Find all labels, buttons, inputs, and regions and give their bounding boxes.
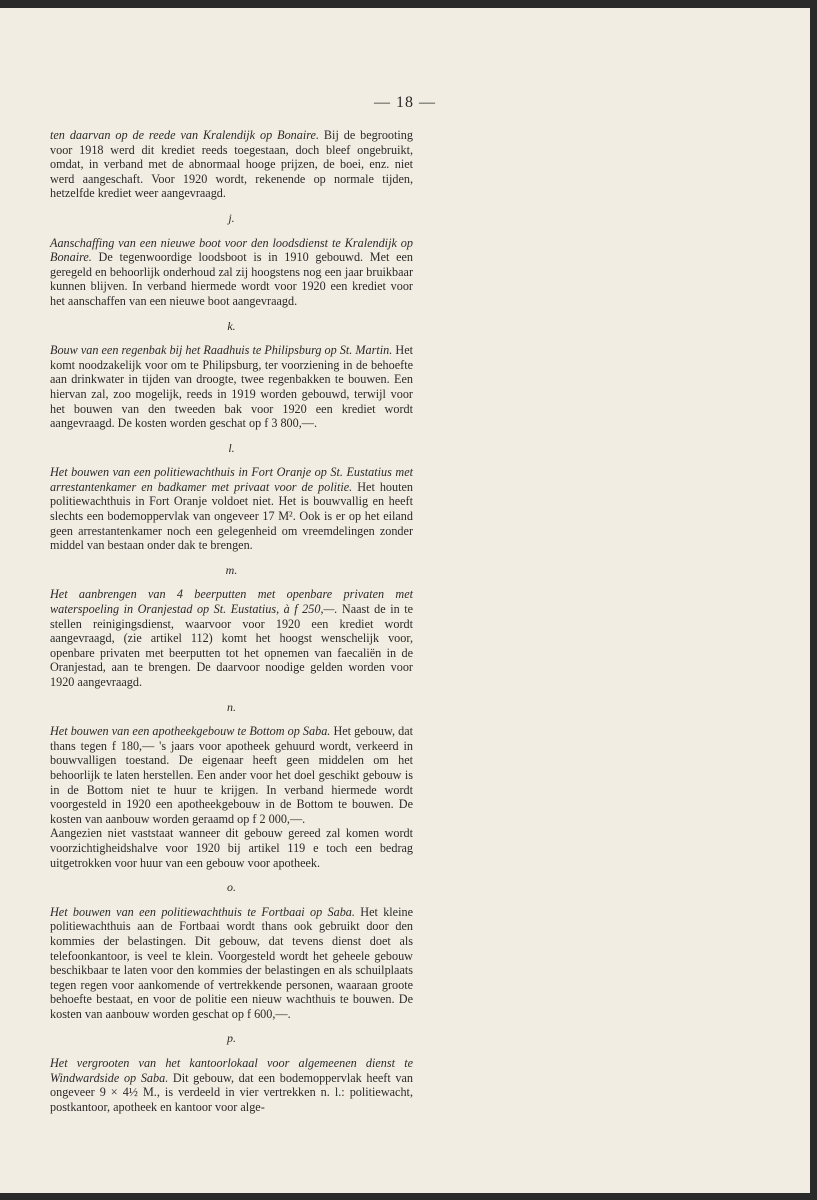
- paragraph-m-text: Naast de in te stellen reinigingsdienst, waarvoor voor 1920 een krediet wordt aangevraagd, (zie artikel 112) komt het hoogst wenschelijk voor, openbare privaten met beerputten tot het opnemen van faecaliën in de Oranjestad, aan te brengen. De daarvoor noodige gelden worden voor 1920 aangevraagd.: [50, 602, 413, 689]
- page-number: — 18 —: [374, 94, 436, 111]
- section-marker-l: l.: [228, 440, 235, 455]
- paragraph-m: [50, 587, 413, 689]
- section-marker-k: k.: [227, 318, 236, 333]
- paragraph-l: [50, 465, 413, 553]
- section-marker-o: o.: [227, 880, 236, 895]
- paragraph-j: [50, 236, 413, 309]
- paragraph-j-text: De tegenwoordige loodsboot is in 1910 gebouwd. Met een geregeld en behoorlijk onderhoud zal zij hoogstens nog een jaar bruikbaar kunnen blijven. In verband hiermede wordt voor 1920 een krediet voor het aanschaffen van een nieuwe boot aangevraagd.: [50, 250, 413, 308]
- paragraph-m-heading: Het aanbrengen van 4 beerputten met openbare privaten met waterspoeling in Oranjestad op St. Eustatius, à f 250,—.: [50, 587, 413, 617]
- paragraph-k-heading: Bouw van een regenbak bij het Raadhuis te Philipsburg op St. Martin.: [50, 343, 393, 358]
- paragraph-p: [50, 1056, 413, 1114]
- paragraph-n-continued: Aangezien niet vaststaat wanneer dit gebouw gereed zal komen wordt voorzichtigheidshalve voor 1920 bij artikel 119 e toch een bedrag uitgetrokken voor huur van een gebouw voor apotheek.: [50, 826, 413, 870]
- paragraph-intro-text: Bij de begrooting voor 1918 werd dit krediet reeds toegestaan, doch bleef ongebruikt, omdat, in verband met de abnormaal hooge prijzen, de boei, enz. niet werd aangeschaft. Voor 1920 wordt, rekenende op normale tijden, hetzelfde krediet weer aangevraagd.: [50, 128, 413, 201]
- paragraph-p-text: Dit gebouw, dat een bodemoppervlak heeft van ongeveer 9 × 4½ M., is verdeeld in vier vertrekken n. l.: politiewacht, postkantoor, apotheek en kantoor voor alge-: [50, 1070, 414, 1114]
- section-marker-j: j.: [228, 210, 235, 225]
- body-text: [50, 128, 413, 1114]
- paragraph-k: [50, 343, 413, 431]
- paragraph-l-text: Het houten politiewachthuis in Fort Oranje voldoet niet. Het is bouwvallig en heeft slechts een bodemoppervlak van ongeveer 17 M². Ook is er op het eiland geen arrestantenkamer noch een gelegenheid om vreemdelingen zonder middel van bestaan onder dak te brengen.: [50, 479, 413, 553]
- paragraph-n: [50, 724, 413, 826]
- document-page: [0, 8, 810, 1193]
- paragraph-p-heading: Het vergrooten van het kantoorlokaal voor algemeenen dienst te Windwardside op Saba.: [50, 1056, 413, 1085]
- section-marker-m: m.: [225, 562, 238, 577]
- section-marker-n: n.: [227, 699, 236, 714]
- paragraph-j-heading: Aanschaffing van een nieuwe boot voor den loodsdienst te Kralendijk op Bonaire.: [50, 235, 413, 265]
- paragraph-o-heading: Het bouwen van een politiewachthuis te Fortbaai op Saba.: [50, 904, 355, 919]
- section-marker-p: p.: [227, 1031, 236, 1046]
- paragraph-l-heading: Het bouwen van een politiewachthuis in Fort Oranje op St. Eustatius met arrestantenkamer en badkamer met privaat voor de politie.: [50, 465, 413, 494]
- paragraph-k-text: Het komt noodzakelijk voor om te Philipsburg, ter voorziening in de behoefte aan drinkwater in tijden van droogte, twee regenbakken te bouwen. Een hiervan zal, zoo mogelijk, reeds in 1919 worden gebouwd, terwijl voor het bouwen van den tweeden bak voor 1920 een krediet wordt aangevraagd. De kosten worden geschat op f 3 800,—.: [50, 343, 413, 431]
- paragraph-n-text: Het gebouw, dat thans tegen f 180,— 's jaars voor apotheek gehuurd wordt, verkeerd in bouwvalligen toestand. De eigenaar heeft geen middelen om het behoorlijk te laten herstellen. Een ander voor het doel geschikt gebouw is in de Bottom niet te huur te krijgen. In verband hiermede wordt voorgesteld in 1920 een apotheekgebouw in de Bottom te bouwen. De kosten van aanbouw worden geraamd op f 2 000,—.: [50, 724, 413, 826]
- paragraph-o-text: Het kleine politiewachthuis aan de Fortbaai wordt thans ook gebruikt door den kommies der belastingen. Dit gebouw, dat tevens dienst doet als telefoonkantoor, is veel te klein. Voorgesteld wordt het geheele gebouw beschikbaar te laten voor den kommies der belastingen en als schuilplaats tegen regen voor aankomende of vertrekkende personen, waaraan groote behoefte bestaat, en voor de politie een nieuw wachthuis te bouwen. De kosten van aanbouw worden geschat op f 600,—.: [50, 904, 413, 1021]
- paragraph-o: [50, 905, 413, 1022]
- paragraph-intro-heading: ten daarvan op de reede van Kralendijk op Bonaire.: [50, 128, 319, 142]
- paragraph-n-heading: Het bouwen van een apotheekgebouw te Bottom op Saba.: [50, 724, 331, 739]
- paragraph-intro: [50, 128, 413, 201]
